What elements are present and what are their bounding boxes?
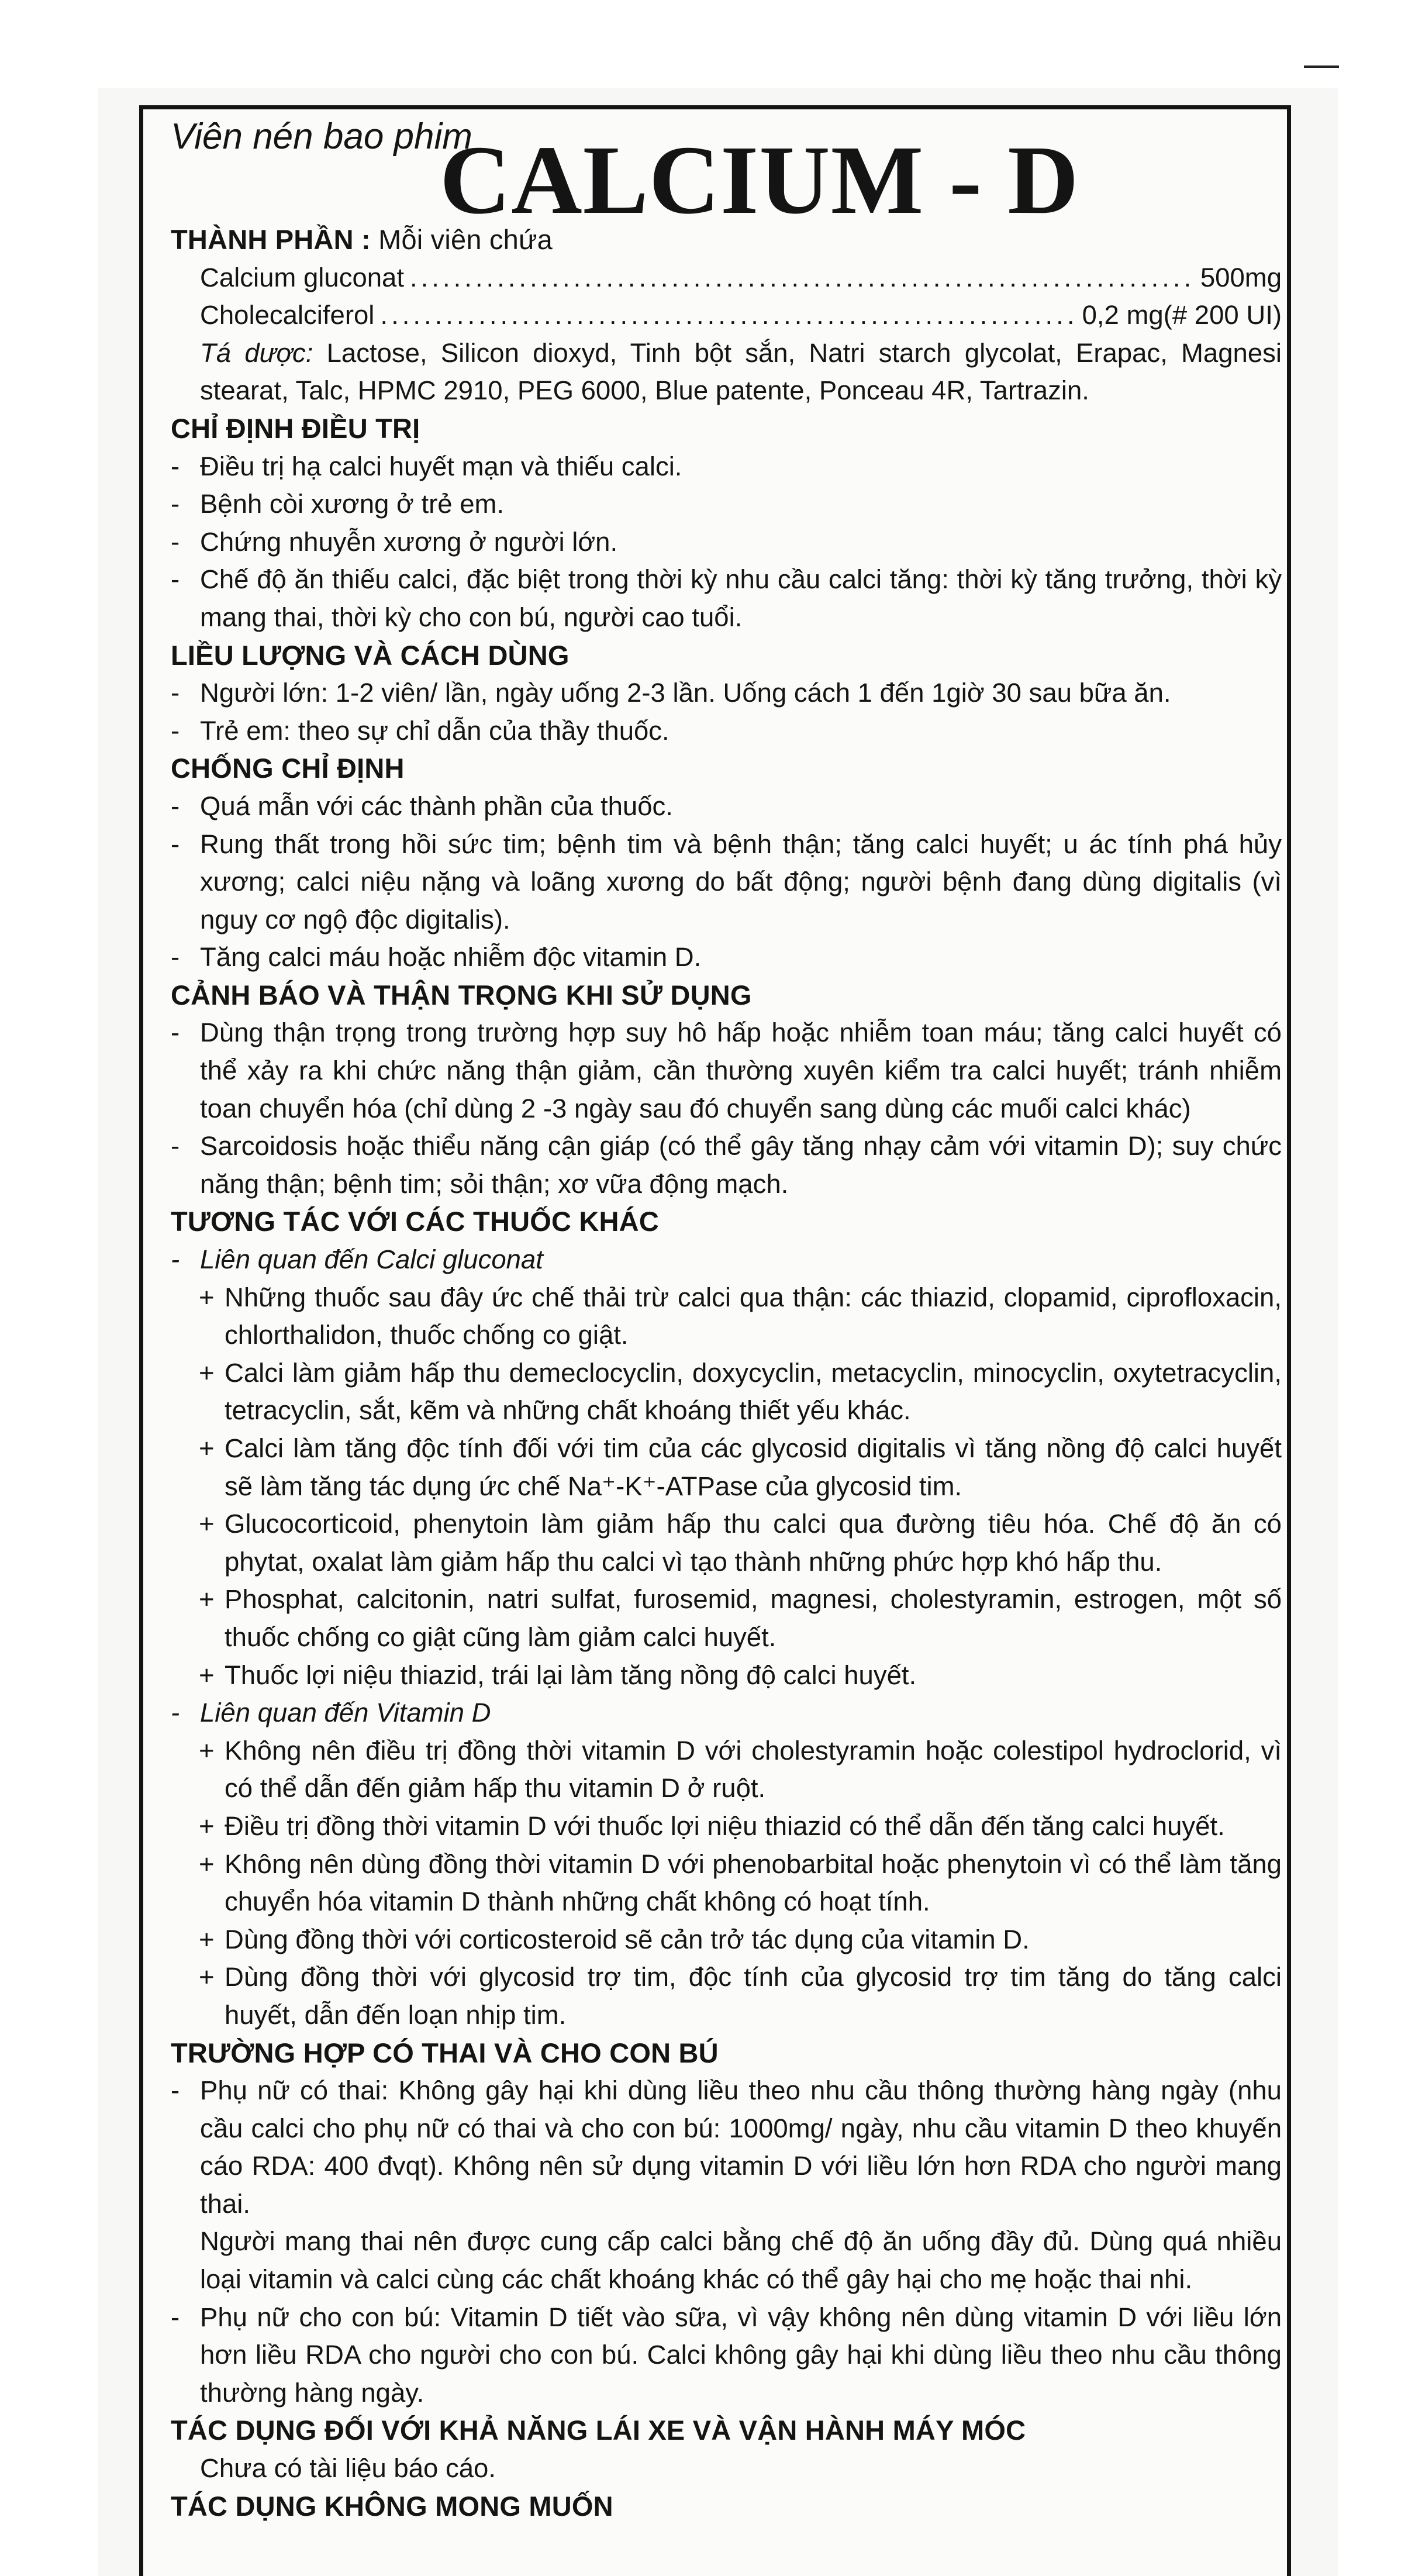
leader-dots <box>380 296 1076 334</box>
list-item: + Calci làm tăng độc tính đối với tim của các glycosid digitalis vì tăng nồng độ calci huyết sẽ làm tăng tác dụng ức chế Na⁺-K⁺-ATPase của glycosid tim. <box>171 1430 1282 1505</box>
list-item: + Dùng đồng thời với glycosid trợ tim, độc tính của glycosid trợ tim tăng do tăng calci huyết, dẫn đến loạn nhịp tim. <box>171 1958 1282 2034</box>
ingredient-amount: 500mg <box>1200 262 1282 292</box>
list-item: - Chứng nhuyễn xương ở người lớn. <box>171 523 1282 561</box>
list-item: + Những thuốc sau đây ức chế thải trừ calci qua thận: các thiazid, clopamid, ciprofloxacin, chlorthalidon, thuốc chống co giật. <box>171 1279 1282 1354</box>
dosage-heading: LIỀU LƯỢNG VÀ CÁCH DÙNG <box>171 639 570 671</box>
ingredient-row <box>171 259 1282 297</box>
excipients-label: Tá dược: <box>200 337 313 368</box>
list-item: - Phụ nữ cho con bú: Vitamin D tiết vào sữa, vì vậy không nên dùng vitamin D với liều lớn hơn liều RDA cho người cho con bú. Calci không gây hại khi dùng liều theo nhu cầu thông thường hàng ngày. <box>171 2299 1282 2412</box>
corner-mark <box>1304 65 1339 68</box>
driving-text: Chưa có tài liệu báo cáo. <box>200 2453 496 2484</box>
interaction-group-label: - Liên quan đến Vitamin D <box>171 1694 1282 1732</box>
driving-heading: TÁC DỤNG ĐỐI VỚI KHẢ NĂNG LÁI XE VÀ VẬN HÀNH MÁY MÓC <box>171 2415 1026 2446</box>
list-item: - Sarcoidosis hoặc thiểu năng cận giáp (có thể gây tăng nhạy cảm với vitamin D); suy chức năng thận; bệnh tim; sỏi thận; xơ vữa động mạch. <box>171 1127 1282 1203</box>
list-item: - Quá mẫn với các thành phần của thuốc. <box>171 788 1282 826</box>
leaflet-body <box>171 221 1282 2525</box>
ingredient-name: Calcium gluconat <box>200 262 405 292</box>
list-item: + Không nên dùng đồng thời vitamin D với phenobarbital hoặc phenytoin vì có thể làm tăng chuyển hóa vitamin D thành những chất không có hoạt tính. <box>171 1846 1282 1921</box>
product-title: CALCIUM - D <box>440 126 1079 235</box>
list-item: - Rung thất trong hồi sức tim; bệnh tim và bệnh thận; tăng calci huyết; u ác tính phá hủy xương; calci niệu nặng và loãng xương do bất động; người bệnh đang dùng digitalis (vì nguy cơ ngộ độc digitalis). <box>171 826 1282 939</box>
excipients <box>171 334 1282 410</box>
indications-heading: CHỈ ĐỊNH ĐIỀU TRỊ <box>171 412 420 444</box>
composition-heading-suffix: Mỗi viên chứa <box>378 224 553 255</box>
list-item: - Dùng thận trọng trong trường hợp suy hô hấp hoặc nhiễm toan máu; tăng calci huyết có thể xảy ra khi chức năng thận giảm, cần thường xuyên kiểm tra calci huyết; tránh nhiễm toan chuyển hóa (chỉ dùng 2 -3 ngày sau đó chuyển sang dùng các muối calci khác) <box>171 1014 1282 1127</box>
list-item: + Glucocorticoid, phenytoin làm giảm hấp thu calci qua đường tiêu hóa. Chế độ ăn có phytat, oxalat làm giảm hấp thu calci vì tạo thành những phức hợp khó hấp thu. <box>171 1505 1282 1581</box>
interaction-group-label: - Liên quan đến Calci gluconat <box>171 1241 1282 1279</box>
list-item: + Phosphat, calcitonin, natri sulfat, furosemid, magnesi, cholestyramin, estrogen, một số thuốc chống co giật cũng làm giảm calci huyết. <box>171 1581 1282 1656</box>
list-item: - Phụ nữ có thai: Không gây hại khi dùng liều theo nhu cầu thông thường hàng ngày (nhu cầu calci cho phụ nữ có thai và cho con bú: 1000mg/ ngày, nhu cầu vitamin D theo khuyến cáo RDA: 400 đvqt). Không nên sử dụng vitamin D với liều lớn hơn RDA cho người mang thai. <box>171 2072 1282 2223</box>
composition-heading: THÀNH PHẦN : Mỗi viên chứa <box>171 224 553 255</box>
dosage-form-subtitle: Viên nén bao phim <box>171 116 472 157</box>
warnings-heading: CẢNH BÁO VÀ THẬN TRỌNG KHI SỬ DỤNG <box>171 979 752 1011</box>
list-item: + Điều trị đồng thời vitamin D với thuốc lợi niệu thiazid có thể dẫn đến tăng calci huyết. <box>171 1808 1282 1846</box>
list-item: + Dùng đồng thời với corticosteroid sẽ cản trở tác dụng của vitamin D. <box>171 1921 1282 1959</box>
list-item: - Người lớn: 1-2 viên/ lần, ngày uống 2-3 lần. Uống cách 1 đến 1giờ 30 sau bữa ăn. <box>171 674 1282 712</box>
pregnancy-note: Người mang thai nên được cung cấp calci bằng chế độ ăn uống đầy đủ. Dùng quá nhiều loại vitamin và calci cùng các chất khoáng khác có thể gây hại cho mẹ hoặc thai nhi. <box>200 2226 1282 2295</box>
list-item: - Tăng calci máu hoặc nhiễm độc vitamin D. <box>171 939 1282 977</box>
pregnancy-heading: TRƯỜNG HỢP CÓ THAI VÀ CHO CON BÚ <box>171 2037 719 2068</box>
list-item: - Trẻ em: theo sự chỉ dẫn của thầy thuốc. <box>171 712 1282 750</box>
list-item: + Thuốc lợi niệu thiazid, trái lại làm tăng nồng độ calci huyết. <box>171 1657 1282 1695</box>
list-item: + Calci làm giảm hấp thu demeclocyclin, doxycyclin, metacyclin, minocyclin, oxytetracyclin, tetracyclin, sắt, kẽm và những chất khoáng thiết yếu khác. <box>171 1354 1282 1430</box>
contraindications-heading: CHỐNG CHỈ ĐỊNH <box>171 753 405 784</box>
list-item: - Điều trị hạ calci huyết mạn và thiếu calci. <box>171 448 1282 486</box>
ingredient-row <box>171 296 1282 334</box>
list-item: + Không nên điều trị đồng thời vitamin D với cholestyramin hoặc colestipol hydroclorid, vì có thể dẫn đến giảm hấp thu vitamin D ở ruột. <box>171 1732 1282 1808</box>
leader-dots <box>410 259 1195 297</box>
interactions-heading: TƯƠNG TÁC VỚI CÁC THUỐC KHÁC <box>171 1206 659 1237</box>
list-item: - Bệnh còi xương ở trẻ em. <box>171 485 1282 523</box>
leaflet-header <box>171 116 1282 233</box>
ingredient-name: Cholecalciferol <box>200 300 375 330</box>
side-effects-heading: TÁC DỤNG KHÔNG MONG MUỐN <box>171 2490 613 2522</box>
ingredient-amount: 0,2 mg(# 200 UI) <box>1082 300 1282 330</box>
list-item: - Chế độ ăn thiếu calci, đặc biệt trong thời kỳ nhu cầu calci tăng: thời kỳ tăng trưởng, thời kỳ mang thai, thời kỳ cho con bú, người cao tuổi. <box>171 561 1282 636</box>
excipients-text: Lactose, Silicon dioxyd, Tinh bột sắn, Natri starch glycolat, Erapac, Magnesi stearat, Talc, HPMC 2910, PEG 6000, Blue patente, Ponceau 4R, Tartrazin. <box>200 337 1282 406</box>
